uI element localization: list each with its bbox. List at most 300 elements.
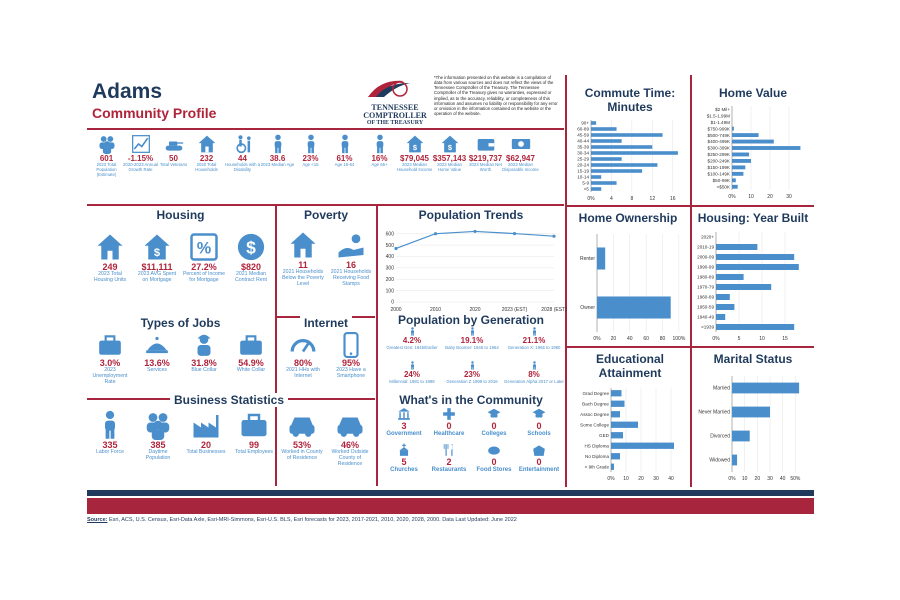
community-value: 3 <box>401 421 407 431</box>
x-tick-label: 100% <box>672 336 686 342</box>
stat-percent <box>182 232 226 284</box>
category-label: GED <box>599 432 609 438</box>
category-label: 40-44 <box>577 138 589 144</box>
bar <box>611 432 623 438</box>
svg-text:$: $ <box>153 246 161 259</box>
stat-value: 13.6% <box>144 358 170 368</box>
housing-title: Housing <box>156 208 205 222</box>
bar <box>611 464 614 470</box>
logo-line-1: TENNESSEE <box>371 103 419 112</box>
community-label: Restaurants <box>431 467 467 473</box>
svg-text:$: $ <box>447 142 452 152</box>
community-school <box>517 407 561 438</box>
school-icon <box>532 407 546 421</box>
stat-label: Daytime Population <box>145 449 171 461</box>
home-ownership-chart <box>567 230 689 344</box>
category-label: 35-39 <box>577 144 589 150</box>
bar <box>591 151 678 155</box>
stat-label: White Collar <box>236 367 266 373</box>
stat-services <box>135 332 179 374</box>
house-money-icon <box>405 134 425 154</box>
mortgage-icon <box>142 232 172 262</box>
category-label: HS Diploma <box>584 443 609 449</box>
x-tick-label: 10 <box>741 476 748 482</box>
footer-red-band <box>87 498 814 514</box>
x-tick-label: 20 <box>754 476 761 482</box>
generation-label: Millennial: 1981 to 1998 <box>389 379 435 384</box>
category-label: $200-249K <box>707 158 730 164</box>
stat-value: $820 <box>240 262 262 272</box>
category-label: <1939 <box>701 324 714 330</box>
stat-value: 99 <box>248 440 259 450</box>
category-label: 1990-99 <box>697 264 714 270</box>
stat-worker <box>88 410 132 456</box>
stat-value: $79,045 <box>400 154 429 163</box>
year-built-title: Housing: Year Built <box>697 211 809 225</box>
factory-icon <box>191 410 221 440</box>
generation-label: Greatest Gen: 1945/Earlier <box>386 345 438 350</box>
stat-value: 11 <box>298 260 308 270</box>
smartphone-icon <box>338 332 364 358</box>
speedometer-icon <box>290 332 316 358</box>
x-tick-label: 20 <box>767 194 773 200</box>
community-church <box>382 443 426 474</box>
stat-value: 54.9% <box>238 358 264 368</box>
category-label: $300-399K <box>707 145 730 151</box>
category-label: 1940-49 <box>697 314 714 320</box>
stat-label: 2023 Median Household Income <box>396 162 433 172</box>
stat-label: 2023 Total Housing Units <box>93 271 127 283</box>
stat-label: 2023 AVG Spent on Mortgage <box>137 271 177 283</box>
bar <box>732 172 743 176</box>
generation-value: 8% <box>528 370 540 379</box>
stat-value: 31.8% <box>191 358 217 368</box>
comptroller-logo <box>360 77 430 126</box>
community-label: Churches <box>390 467 418 473</box>
logo-swoosh-icon <box>360 77 430 99</box>
bar <box>716 324 794 330</box>
stat-value: 16 <box>345 260 356 270</box>
stat-car <box>280 410 324 462</box>
stat-factory <box>184 410 228 456</box>
stat-value: 3.0% <box>99 358 121 368</box>
bar <box>591 175 601 179</box>
stat-label: Total Employees <box>234 449 274 455</box>
category-label: <5 <box>583 186 589 192</box>
x-tick-label: 5 <box>737 336 741 342</box>
stat-smartphone <box>328 332 374 380</box>
population-point <box>434 232 437 235</box>
population-point <box>513 232 516 235</box>
bar <box>732 455 737 466</box>
restaurant-icon <box>442 443 456 457</box>
y-tick-label: 100 <box>385 288 394 295</box>
disability-icon <box>233 134 253 154</box>
stat-adult-mower <box>326 134 363 168</box>
person-icon <box>468 361 477 370</box>
category-label: 30-34 <box>577 150 589 156</box>
marital-title: Marital Status <box>713 352 793 366</box>
stat-value: 53% <box>292 440 311 450</box>
category-label: 25-29 <box>577 156 589 162</box>
category-label: $2 Mil+ <box>715 106 730 112</box>
stat-group <box>136 410 180 462</box>
stat-value: 61% <box>336 154 353 163</box>
svg-text:$: $ <box>246 237 256 258</box>
category-label: 1950-59 <box>697 304 714 310</box>
senior-icon <box>370 134 390 154</box>
logo-line-2: COMPTROLLER <box>363 111 427 120</box>
car-out-icon <box>335 410 365 440</box>
generation-item <box>442 361 502 384</box>
footer-navy-band <box>87 490 814 496</box>
x-tick-label: 15 <box>782 336 788 342</box>
bar <box>591 145 652 149</box>
household-icon <box>197 134 217 154</box>
bar <box>732 133 759 137</box>
stat-tank <box>155 134 192 168</box>
category-label: 10-14 <box>577 174 589 180</box>
worker-icon <box>95 410 125 440</box>
stat-label: Percent of Income for Mortgage <box>182 271 226 283</box>
person-icon <box>408 361 417 370</box>
stat-value: $357,143 <box>432 154 467 163</box>
church-icon <box>397 443 411 457</box>
stat-label: Age 65+ <box>371 162 388 167</box>
stat-label: Age 15-64 <box>334 162 355 167</box>
stat-label: Total Businesses <box>186 449 226 455</box>
category-label: 2020+ <box>701 234 714 240</box>
category-label: 60-89 <box>577 126 589 132</box>
stat-food-stamps <box>328 230 374 288</box>
disclaimer-text: *The information presented on this website is a compilation of data from various sources and does not reflect the views of the Tennessee Comptroller of the Treasury. The Tennessee Comptroller of the Treasury gives no warranties, expressed or implied, as to the accuracy, reliability, or completeness of this information and assumes no liability or responsibility for any error or omission in the information contained on the website or the operation of the website. <box>434 75 558 117</box>
x-tick-label: 0% <box>712 336 720 342</box>
community-value: 0 <box>446 421 452 431</box>
generation-label: Baby Boomer: 1946 to 1964 <box>445 345 499 350</box>
people-icon <box>97 134 117 154</box>
jobs-title: Types of Jobs <box>87 316 274 330</box>
x-tick-label: 0% <box>728 194 736 200</box>
bar <box>611 401 625 407</box>
category-label: $500-749K <box>707 132 730 138</box>
stat-white-collar <box>229 332 273 374</box>
category-label: < 9th Grade <box>584 464 609 470</box>
bar <box>591 133 663 137</box>
stat-value: 27.2% <box>191 262 217 272</box>
person-icon <box>268 134 288 154</box>
bar <box>611 422 638 428</box>
category-label: $150-199K <box>707 165 730 171</box>
bar <box>716 274 744 280</box>
x-tick-label: 0% <box>728 476 736 482</box>
y-tick-label: 300 <box>385 265 394 272</box>
stat-house-value <box>431 134 468 173</box>
category-label: $400-499K <box>707 139 730 145</box>
poverty-house-icon <box>288 230 318 260</box>
stat-label: 2021 Median Contract Rent <box>234 271 267 283</box>
bar <box>732 127 734 131</box>
community-government <box>382 407 426 438</box>
generation-value: 21.1% <box>522 336 546 345</box>
bar <box>591 127 617 131</box>
houses-icon <box>95 232 125 262</box>
x-tick-label: 2023 (EST) <box>501 307 528 313</box>
growth-chart-icon <box>131 134 151 154</box>
population-line <box>396 231 554 248</box>
stat-car-out <box>328 410 372 468</box>
svg-text:$: $ <box>412 142 417 152</box>
stat-value: -1.15% <box>127 154 154 163</box>
x-tick-label: 40 <box>779 476 786 482</box>
adult-mower-icon <box>335 134 355 154</box>
stat-wallet <box>467 134 504 173</box>
category-label: 1970-79 <box>697 284 714 290</box>
category-label: 1980-89 <box>697 274 714 280</box>
x-tick-label: 50% <box>790 476 801 482</box>
category-label: Grad Degree <box>582 390 609 396</box>
food-stamps-icon <box>336 230 366 260</box>
category-label: Owner <box>580 305 595 312</box>
y-tick-label: 200 <box>385 276 394 283</box>
category-label: Widowed <box>709 457 730 464</box>
person-icon <box>530 327 539 336</box>
generation-value: 24% <box>403 370 420 379</box>
stat-value: 385 <box>150 440 166 450</box>
bar <box>611 453 620 459</box>
community-label: Colleges <box>481 431 507 437</box>
bar <box>597 296 671 318</box>
community-label: Entertainment <box>518 467 560 473</box>
x-tick-label: 30 <box>786 194 792 200</box>
bar <box>716 284 771 290</box>
stat-poverty-house <box>280 230 326 288</box>
internet-title: Internet <box>300 316 352 330</box>
category-label: $100-149K <box>707 171 730 177</box>
stat-label: 2023 Median Disposable Income <box>502 162 539 172</box>
stat-child <box>292 134 329 168</box>
x-tick-label: 4 <box>610 196 613 202</box>
category-label: 15-19 <box>577 168 589 174</box>
home-ownership-title: Home Ownership <box>578 211 678 225</box>
logo-line-3: OF THE TREASURY <box>366 120 424 126</box>
cash-icon <box>511 134 531 154</box>
commute-title: Commute Time: Minutes <box>584 86 676 114</box>
source-note <box>87 517 517 523</box>
x-tick-label: 40 <box>626 336 633 342</box>
bar <box>732 146 800 150</box>
community-value: 0 <box>536 457 542 467</box>
category-label: 1960-69 <box>697 294 714 300</box>
x-tick-label: 20 <box>610 336 617 342</box>
home-value-title: Home Value <box>718 86 788 100</box>
category-label: Never Married <box>698 409 730 416</box>
bar <box>716 264 799 270</box>
x-tick-label: 10 <box>623 476 629 482</box>
unemployment-icon <box>97 332 123 358</box>
stat-value: 601 <box>99 154 114 163</box>
community-food-store <box>472 443 516 474</box>
blue-collar-icon <box>191 332 217 358</box>
category-label: $750-999K <box>707 126 730 132</box>
stat-value: 80% <box>293 358 312 368</box>
stat-label: 2023 Unemployment Rate <box>92 367 128 385</box>
bar <box>597 247 605 269</box>
x-tick-label: 0% <box>593 336 601 342</box>
x-tick-label: 0% <box>587 196 595 202</box>
x-tick-label: 2010 <box>429 307 442 313</box>
person-icon <box>468 327 477 336</box>
group-icon <box>143 410 173 440</box>
x-tick-label: 2028 (EST) <box>541 307 567 313</box>
generation-label: Generation X: 1965 to 1980 <box>507 345 561 350</box>
stat-house-money <box>396 134 433 173</box>
community-label: Schools <box>527 431 551 437</box>
y-tick-label: 0 <box>391 299 394 306</box>
stat-label: Blue Collar <box>191 367 217 373</box>
stat-briefcase <box>232 410 276 456</box>
commute-time-chart <box>567 116 689 204</box>
category-label: $250-299K <box>707 152 730 158</box>
x-tick-label: 8 <box>630 196 634 202</box>
stat-value: 95% <box>341 358 360 368</box>
category-label: Assoc Degree <box>580 411 609 417</box>
white-collar-icon <box>238 332 264 358</box>
community-value: 0 <box>536 421 542 431</box>
community-entertainment <box>517 443 561 474</box>
county-title: Adams <box>92 80 163 103</box>
y-tick-label: 600 <box>385 231 394 238</box>
bar <box>591 121 596 125</box>
house-value-icon <box>440 134 460 154</box>
government-icon <box>397 407 411 421</box>
generation-item <box>382 327 442 350</box>
stat-mortgage <box>135 232 179 284</box>
y-tick-label: 500 <box>385 242 394 249</box>
stat-blue-collar <box>182 332 226 374</box>
generation-title: Population by Generation <box>378 313 564 327</box>
stat-houses <box>88 232 132 284</box>
bar <box>716 304 734 310</box>
stat-value: 38.6 <box>269 154 286 163</box>
community-title: What's in the Community <box>378 393 564 407</box>
tank-icon <box>164 134 184 154</box>
bar <box>732 159 751 163</box>
generation-value: 4.2% <box>402 336 422 345</box>
community-healthcare <box>427 407 471 438</box>
x-tick-label: 80 <box>659 336 666 342</box>
bar <box>591 181 617 185</box>
stat-label: Total Veterans <box>159 162 188 167</box>
stat-value: 44 <box>238 154 247 163</box>
community-label: Government <box>386 431 422 437</box>
category-label: $1.5-1.99M <box>706 113 730 119</box>
category-label: $50-99K <box>712 178 730 184</box>
bar <box>732 153 749 157</box>
stat-label: Households with a Disability <box>224 162 261 172</box>
car-icon <box>287 410 317 440</box>
bar <box>732 407 770 418</box>
category-label: $1-1.49M <box>710 119 730 125</box>
svg-text:%: % <box>196 239 212 258</box>
stat-label: 2023 Have a Smartphone <box>336 367 366 379</box>
x-tick-label: 60 <box>643 336 649 342</box>
bar <box>732 178 736 182</box>
page-subtitle: Community Profile <box>92 105 217 121</box>
bar <box>716 314 725 320</box>
education-title: Educational Attainment <box>595 352 664 380</box>
community-college <box>472 407 516 438</box>
stat-value: 232 <box>199 154 214 163</box>
bar <box>591 157 622 161</box>
bar <box>716 244 757 250</box>
x-tick-label: 20 <box>638 476 644 482</box>
stat-speedometer <box>280 332 326 380</box>
stat-dollar-coin <box>229 232 273 284</box>
stat-cash <box>502 134 539 173</box>
stat-label: 2023 Median Age <box>260 162 295 167</box>
stat-label: Labor Force <box>96 449 124 455</box>
stat-disability <box>224 134 261 173</box>
generation-item <box>442 327 502 350</box>
community-value: 0 <box>491 457 497 467</box>
services-icon <box>144 332 170 358</box>
stat-value: 335 <box>102 440 118 450</box>
category-label: 5-9 <box>582 180 589 186</box>
category-label: 45-59 <box>577 132 589 138</box>
generation-value: 23% <box>463 370 480 379</box>
population-point <box>394 247 397 250</box>
category-label: 20-24 <box>577 162 589 168</box>
bar <box>716 294 730 300</box>
stat-unemployment <box>88 332 132 386</box>
x-tick-label: 12 <box>649 196 656 202</box>
stat-label: Worked in County of Residence <box>281 449 323 461</box>
x-tick-label: 10 <box>759 336 765 342</box>
stat-value: $11,111 <box>141 262 173 272</box>
person-icon <box>530 361 539 370</box>
x-tick-label: 0% <box>607 476 615 482</box>
marital-chart <box>692 372 814 484</box>
generation-label: Generation Alpha 2017 or Later <box>504 379 564 384</box>
stat-label: Age <15 <box>302 162 319 167</box>
person-icon <box>408 327 417 336</box>
source-link[interactable]: Source: <box>87 517 108 523</box>
stat-label: Services <box>147 367 167 373</box>
wallet-icon <box>476 134 496 154</box>
stat-growth-chart <box>122 134 159 173</box>
y-tick-label: 400 <box>385 254 394 261</box>
college-icon <box>487 407 501 421</box>
x-tick-label: 16 <box>669 196 676 202</box>
x-tick-label: 2020 <box>469 307 481 313</box>
bar <box>732 383 799 394</box>
category-label: 90+ <box>581 120 589 126</box>
generation-item <box>504 327 564 350</box>
category-label: Married <box>713 385 730 392</box>
bar <box>611 443 674 449</box>
stat-value: 46% <box>340 440 359 450</box>
category-label: <$50K <box>716 184 730 190</box>
dollar-coin-icon <box>236 232 266 262</box>
food-store-icon <box>487 443 501 457</box>
entertainment-icon <box>532 443 546 457</box>
stat-label: 2023 Median Net Worth <box>469 162 502 172</box>
year-built-chart <box>692 228 814 344</box>
category-label: No Diploma <box>585 453 609 459</box>
briefcase-icon <box>239 410 269 440</box>
x-tick-label: 40 <box>668 476 674 482</box>
stat-household <box>188 134 225 173</box>
